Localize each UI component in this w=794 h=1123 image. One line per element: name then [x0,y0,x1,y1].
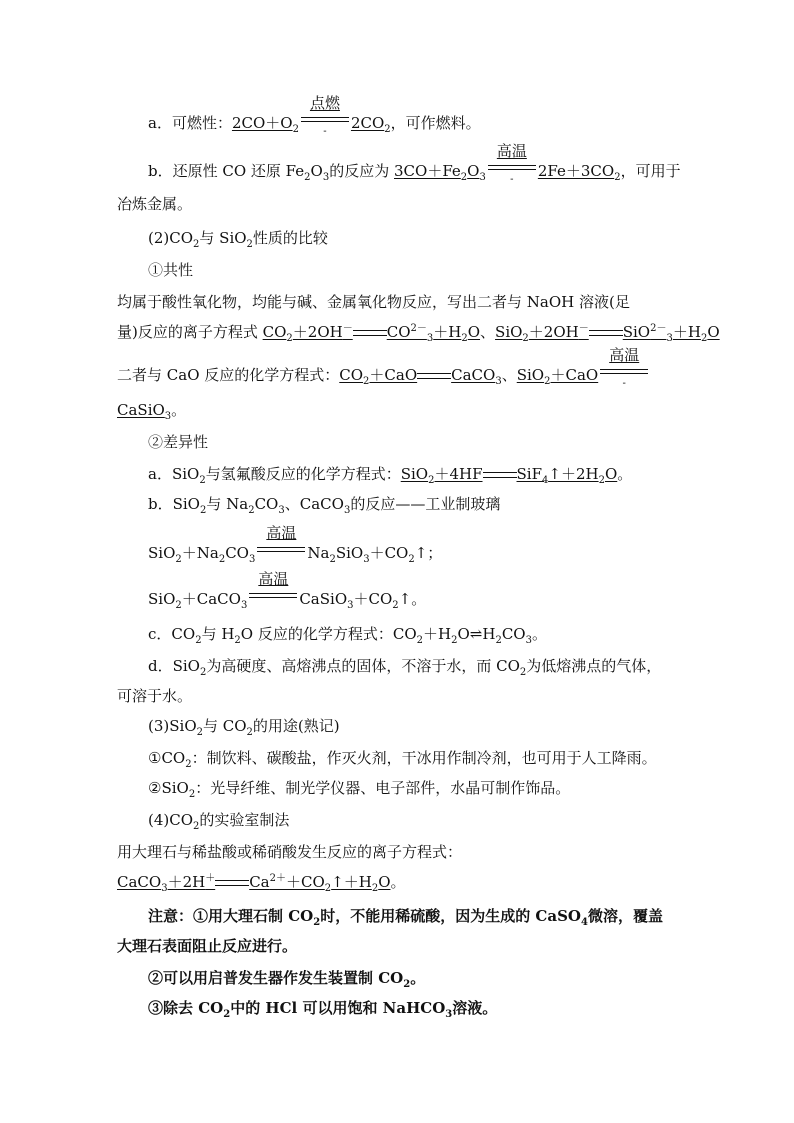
line-cb: b．SiO$_2$与 $Na_2CO_3$、CaCO$_3$的反应——工业制玻璃 [148,495,501,516]
section-4-title: $(4)CO_2$的实验室制法 [148,811,290,832]
common-title: ①共性 [148,261,194,279]
note-1b: 大理石表面阻止反应进行。 [117,937,298,955]
line-a [148,94,708,137]
para-3: 二者与 CaO 反应的化学方程式：$CO_2+CaO$ CaCO$_3$、SiO$_2$＋CaO 高温 - [117,360,677,385]
para-4: CaSiO$_3$。 [117,401,187,422]
note-3: ③除去 $CO_2$中的 HCl 可以用饱和 NaHCO$_3$溶液。 [148,999,498,1020]
line-cc: c．$CO_2$与 $H_2O$ 反应的化学方程式：$CO_2+H_2O\rightleftharpoons H_2CO_3$。 [148,625,547,646]
section-3-title: (3)SiO$_2$与 $CO_2$的用途(熟记) [148,717,340,738]
line-ca: a．SiO$_2$与氢氟酸反应的化学方程式：SiO$_2$＋4HF $SiF_4↑+2H_2O$。 [148,465,633,486]
diff-title: ②差异性 [148,433,209,451]
reaction-2: SiO$_2$＋CaCO$_3$ 高温 $CaSiO_3+CO_2↑$。 [148,570,427,611]
line-b2: 冶炼金属。 [117,195,193,213]
line-cd2: 可溶于水。 [117,687,193,705]
lab-intro: 用大理石与稀盐酸或稀硝酸发生反应的离子方程式： [117,843,463,861]
text: ，可作燃料。 [390,114,481,132]
line-b: b．还原性 CO 还原 $Fe_2O_3$的反应为 $3CO+Fe_2O_3$ 高温 - $2Fe+3CO_2$，可用于 [148,142,681,185]
reaction-1: $SiO_2+Na_2CO_3$ 高温 $Na_2SiO_3+CO_2↑$； [148,524,443,565]
text: a．可燃性： [148,114,232,132]
equation: $2CO+O_2$ 点燃 - $2CO_2$ [231,94,391,137]
note-2: ②可以用启普发生器作发生装置制 $CO_2$。 [148,969,426,990]
use-sio2: ②SiO$_2$：光导纤维、制光学仪器、电子部件，水晶可制作饰品。 [148,779,571,800]
note-1: 注意：①用大理石制 $CO_2$时，不能用稀硫酸，因为生成的 CaSO$_4$微溶，覆盖 [148,907,663,928]
lab-equation: CaCO$_3$＋2H＋ $Ca^{2+}+CO_2↑+H_2O$。 [117,873,406,894]
use-co2: $①CO_2$：制饮料、碳酸盐，作灭火剂，干冰用作制冷剂，也可用于人工降雨。 [148,749,657,770]
para-1: 均属于酸性氧化物，均能与碱、金属氧化物反应，写出二者与 NaOH 溶液(足 [117,293,630,311]
section-2-title: $(2)CO_2$与 SiO$_2$性质的比较 [148,229,328,250]
line-cd1: d．SiO$_2$为高硬度、高熔沸点的固体，不溶于水，而 $CO_2$为低熔沸点的气体， [148,657,662,678]
para-2: 量)反应的离子方程式 $CO_2+2OH^-$ $CO^{2-}_3+H_2O$、SiO$_2$＋2OH－ $SiO^{2-}_3+H_2O$ [117,323,720,344]
